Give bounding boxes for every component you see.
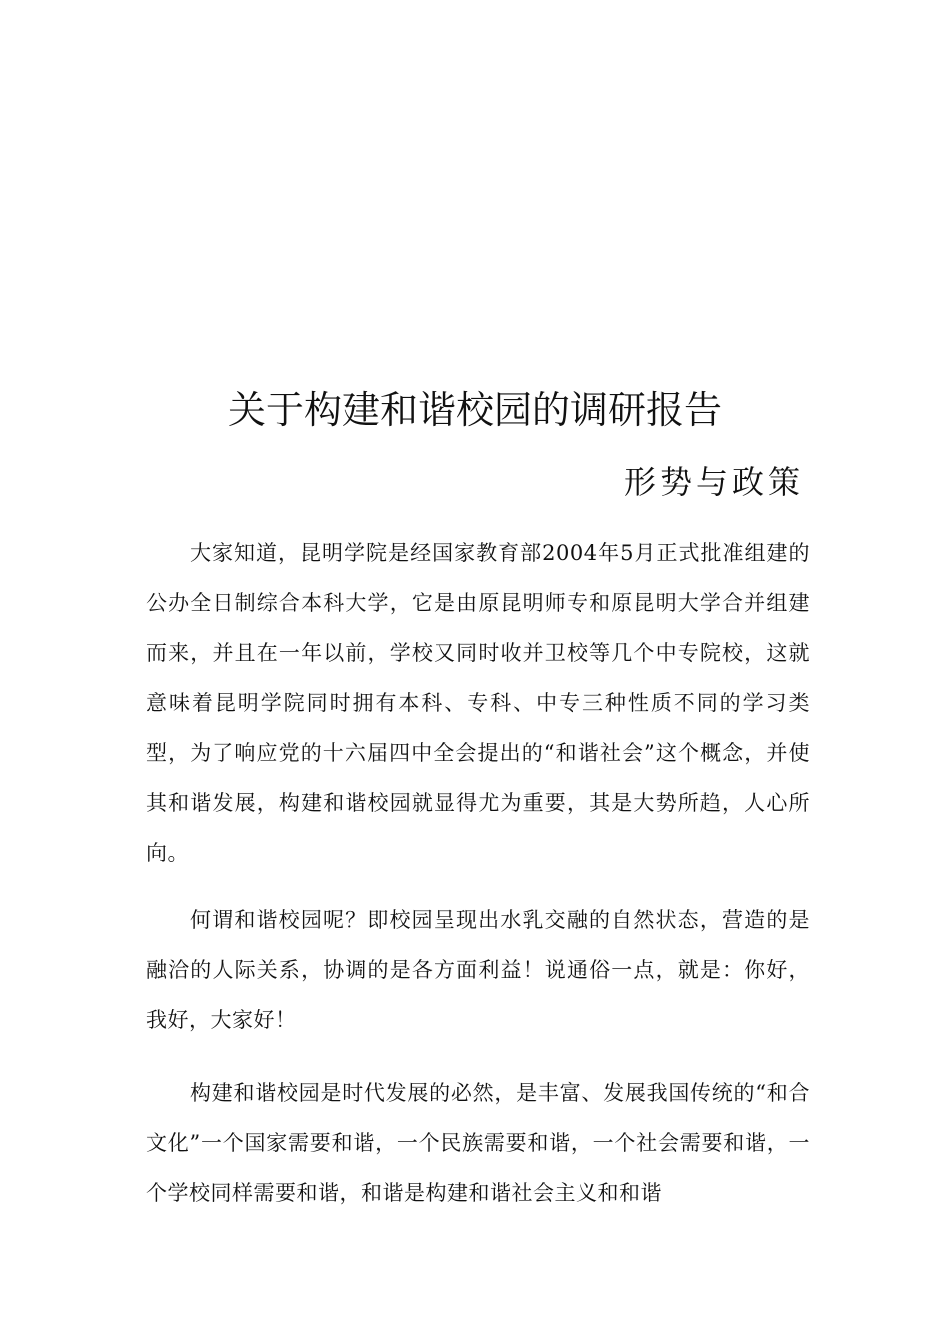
- paragraph-1: 大家知道，昆明学院是经国家教育部2004年5月正式批准组建的公办全日制综合本科大学，它是由原昆明师专和原昆明大学合并组建而来，并且在一年以前，学校又同时收并卫校等几个中专院校，这就意味着昆明学院同时拥有本科、专科、中专三种性质不同的学习类型，为了响应党的十六届四中全会提出的“和谐社会”这个概念，并使其和谐发展，构建和谐校园就显得尤为重要，其是大势所趋，人心所向。: [146, 541, 810, 865]
- paragraph-2: 何谓和谐校园呢？即校园呈现出水乳交融的自然状态，营造的是融洽的人际关系，协调的是各方面利益！说通俗一点，就是：你好，我好，大家好！: [146, 908, 810, 1032]
- paragraph-3: 构建和谐校园是时代发展的必然，是丰富、发展我国传统的“和合文化”一个国家需要和谐，一个民族需要和谐，一个社会需要和谐，一个学校同样需要和谐，和谐是构建和谐社会主义和和谐: [146, 1081, 810, 1205]
- document-subtitle: 形势与政策: [623, 463, 804, 501]
- document-title: 关于构建和谐校园的调研报告: [227, 388, 722, 432]
